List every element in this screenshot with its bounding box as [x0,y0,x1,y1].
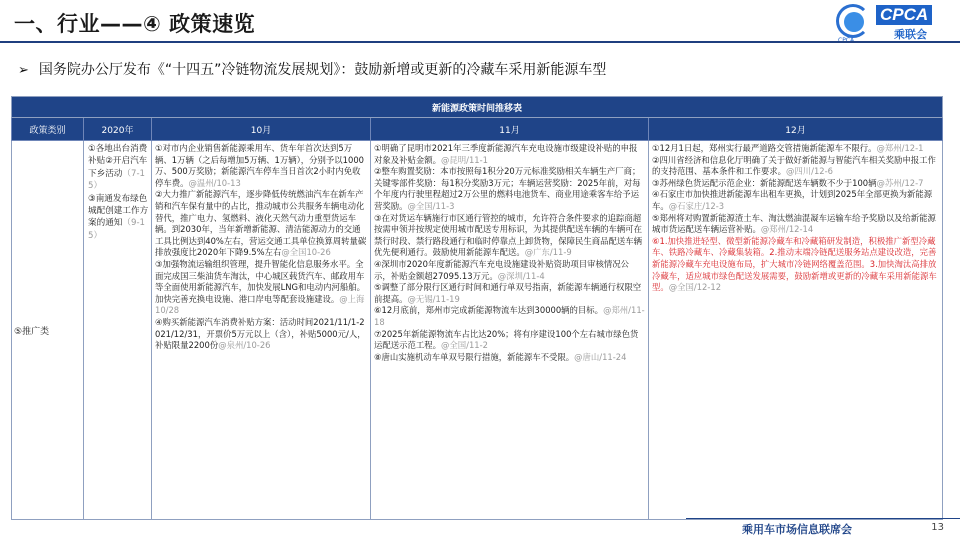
policy-item [652,213,939,236]
policy-source: @全国/11-2 [441,340,488,351]
policy-item [155,259,367,317]
policy-text: ⑥1.加快推进轻型、微型新能源冷藏车和冷藏箱研发制造，积极推广新型冷藏车、铁路冷藏车、冷藏集装箱。2.推动末端冷链配送服务站点建设改造，完善新能源冷藏车充电设施布局，扩大城市冷链网络覆盖范围。3.加快淘汰高排放冷藏车，适应城市绿色配送发展需要，鼓励新增或更新的冷藏车采用新能源车型。 [652,235,937,293]
policy-text: ⑤调整了部分限行区通行时间和通行单双号指南，新能源车辆通行权限空前提高。 [374,282,642,304]
policy-source: @郑州/12-14 [760,224,814,235]
page-title: 一、行业——④ 政策速览 [14,12,256,36]
policy-item [374,259,645,282]
policy-item [155,317,367,352]
column-header-2020: 2020年 [84,118,152,141]
footer-org: 乘用车市场信息联席会 [742,523,852,536]
policy-item [652,178,939,190]
policy-text: ④深圳市2020年度新能源汽车充电设施建设补贴资助项目审核情况公示，补贴金额超27095.13万元。 [374,258,629,281]
cell-2020 [84,141,152,520]
cell-november [371,141,649,520]
policy-text: ⑤郑州将对购置新能源渣土车、淘汰燃油混凝车运输车给予奖励以及给新能源城市货运配送车辆运营补贴。 [652,212,936,235]
policy-text: ⑧唐山实施机动车单双号限行措施，新能源车不受限。 [374,351,575,362]
logo-dot-icon [844,12,864,32]
policy-text: ②整车购置奖励：本市按照每1积分20万元标准奖励相关车辆生产厂商；关键零部件奖励：每1积分奖励3万元；车辆运营奖励：2025年前，对每个年度内行驶里程超过2万公里的燃料电池货车、商业用途乘客车给予运营奖励。 [374,166,641,211]
policy-item [374,329,645,352]
policy-source: @郑州/11-18 [374,305,645,327]
category-cell: ⑤推广类 [12,141,84,520]
page-number: 13 [931,522,944,533]
policy-item [374,213,645,259]
policy-source: @深圳/11-4 [497,270,545,281]
cpca-logo [836,4,946,40]
policy-source: @唐山/11-24 [574,351,627,362]
policy-text: ④石家庄市加快推进新能源车出租车更换，计划到2025年全部更换为新能源车。 [652,189,933,211]
policy-text: ②大力推广新能源汽车，逐步降低传统燃油汽车在新车产销和汽车保有量中的占比，推动城市公共服务车辆电动化替代，推广电力、氢燃料、液化天然气动力重型货运车辆。到2030年，当年新增新能源、清洁能源动力的交通工具比例达到40%左右，营运交通工具单位换算周转量碳排放强度比2020年下降9.5%左右 [155,189,367,258]
policy-item [374,166,645,212]
policy-source: @全国/12-12 [668,282,722,293]
logo-cn-name: 乘联会 [894,28,927,41]
policy-source: @全国10-26 [281,247,331,258]
policy-text: ③在对货运车辆施行市区通行管控的城市，允许符合条件要求的追踪商超按需申领并按规定使用城市配送专用标识，为其提供配送车辆的车辆可在禁行时段、禁行路段通行和临时停靠点上卸货物，保障民生商品配送车辆优先便利通行。鼓励使用新能源车配送。 [374,212,642,258]
policy-timeline-table [11,96,942,515]
policy-text: ③加强物流运输组织管理，提升智能化信息服务水平。全面完成国三柴油货车淘汰，中心城区载货汽车、邮政用车等全面使用新能源汽车，加快发展LNG和电动内河船舶。加快完善充换电设施、港口岸电等配套设施建设。 [155,258,366,304]
policy-item [374,143,645,166]
policy-text: ①各地出台消费补贴②开启汽车下乡活动 [88,144,148,179]
policy-text: ①12月1日起，郑州实行最严道路交管措施新能源车不限行。 [652,143,877,153]
policy-source: @无锡/11-19 [407,293,460,304]
subtitle-text: 国务院办公厅发布《“十四五”冷链物流发展规划》：鼓励新增或更新的冷藏车采用新能源车型 [38,62,607,78]
policy-text: ③南通发布绿色城配创建工作方案的通知 [88,193,149,229]
policy-source: @石家庄/12-3 [668,200,725,211]
policy-source: @广东/11-9 [524,247,572,258]
logo-abbr: CPCA [876,5,932,25]
policy-source: @郑州/12-1 [876,143,924,153]
policy-text: ①对市内企业销售新能源乘用车、货车年首次达到5万辆、1万辆（之后每增加5万辆、1万辆），分别予以1000万、500万奖励；新能源汽车停车当日首次2小时内免收停车费。 [155,143,364,188]
policy-source: @四川/12-6 [786,166,833,177]
policy-item [155,143,367,189]
policy-item [652,189,939,212]
policy-source: @昆明/11-1 [441,154,488,165]
policy-date: （7-15） [88,168,146,192]
policy-text: ④购买新能源汽车消费补贴方案：活动时间2021/11/1-2021/12/31，开票价5万元以上（含），补贴5000元/人，补贴限量2200份 [155,316,366,351]
policy-text: ①明确了昆明市2021年三季度新能源汽车充电设施市级建设补贴的申报对象及补贴金额。 [374,143,638,165]
table-main-header: 新能源政策时间推移表 [12,97,943,118]
policy-source: @上海10/28 [155,293,365,316]
cell-october [152,141,371,520]
policy-item [374,352,645,364]
policy-source: @泉州/10-26 [218,340,271,351]
column-header-category: 政策类别 [12,118,84,141]
cell-december [649,141,943,520]
policy-date: （9-15） [88,218,146,241]
policy-item [374,305,645,328]
subtitle [18,59,606,79]
footer-divider [686,518,960,519]
policy-text: ②四川省经济和信息化厅明确了关于做好新能源与智能汽车相关奖励申报工作的支持范围、基本条件和工作要求。 [652,154,936,177]
policy-item [374,282,645,305]
bullet-arrow-icon: ➢ [18,63,29,78]
column-header-december: 12月 [649,118,943,141]
column-header-october: 10月 [152,118,371,141]
policy-text: ⑥12月底前，郑州市完成新能源物流车达到30000辆的目标。 [374,305,604,316]
policy-item-highlight [652,236,939,294]
column-header-november: 11月 [371,118,649,141]
policy-item [652,155,939,178]
policy-item [155,189,367,259]
policy-text: ⑦2025年新能源物流车占比达20%；将有序建设100个左右城市绿色货运配送示范工程。 [374,328,639,351]
title-divider [0,41,960,43]
policy-source: @全国/11-3 [407,200,455,211]
policy-item [652,143,939,155]
policy-source: @苏州/12-7 [876,177,924,188]
policy-text: ③苏州绿色货运配示范企业：新能源配送车辆数不少于100辆 [652,177,877,188]
policy-source: @温州/10-13 [188,177,241,188]
